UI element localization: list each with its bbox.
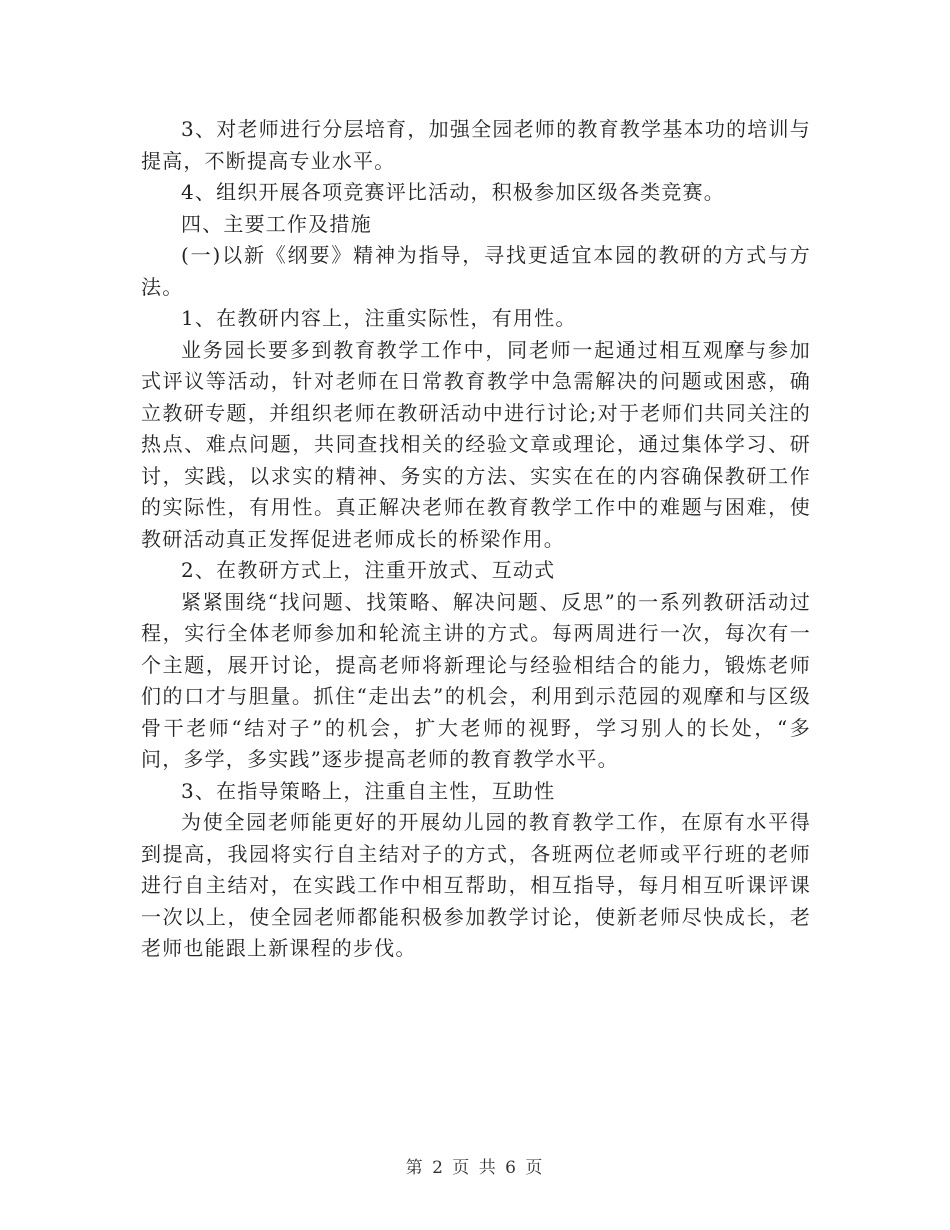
paragraph-strategy-detail: 为使全园老师能更好的开展幼儿园的教育教学工作，在原有水平得到提高，我园将实行自主结对子的方式，各班两位老师或平行班的老师进行自主结对，在实践工作中相互帮助，相互指导，每月相互听课评课一次以上，使全园老师都能积极参加教学讨论，使新老师尽快成长，老老师也能跟上新课程的步伐。 — [141, 810, 811, 960]
point-heading-content: 1、在教研内容上，注重实际性，有用性。 — [181, 306, 577, 330]
section-heading-main-work: 四、主要工作及措施 — [181, 211, 372, 236]
page-footer — [0, 1153, 950, 1178]
point-heading-strategy: 3、在指导策略上，注重自主性，互助性 — [181, 778, 556, 803]
paragraph-item-4-competition: 4、组织开展各项竞赛评比活动，积极参加区级各类竞赛。 — [181, 180, 725, 204]
page-number-label: 第 2 页 共 6 页 — [405, 1158, 545, 1178]
paragraph-item-3-training: 3、对老师进行分层培育，加强全园老师的教育教学基本功的培训与提高，不断提高专业水平。 — [141, 117, 811, 173]
subsection-heading-guideline: (一)以新《纲要》精神为指导，寻找更适宜本园的教研的方式与方法。 — [141, 243, 811, 299]
document-body — [141, 114, 811, 965]
paragraph-method-detail: 紧紧围绕“找问题、找策略、解决问题、反思”的一系列教研活动过程，实行全体老师参加和轮流主讲的方式。每两周进行一次，每次有一个主题，展开讨论，提高老师将新理论与经验相结合的能力，锻炼老师们的口才与胆量。抓住“走出去”的机会，利用到示范园的观摩和与区级骨干老师“结对子”的机会，扩大老师的视野，学习别人的长处，“多问，多学，多实践”逐步提高老师的教育教学水平。 — [141, 589, 811, 771]
paragraph-content-detail: 业务园长要多到教育教学工作中，同老师一起通过相互观摩与参加式评议等活动，针对老师在日常教育教学中急需解决的问题或困惑，确立教研专题，并组织老师在教研活动中进行讨论;对于老师们共同关注的热点、难点问题，共同查找相关的经验文章或理论，通过集体学习、研讨，实践，以求实的精神、务实的方法、实实在在的内容确保教研工作的实际性，有用性。真正解决老师在教育教学工作中的难题与困难，使教研活动真正发挥促进老师成长的桥梁作用。 — [141, 337, 811, 551]
point-heading-method: 2、在教研方式上，注重开放式、互动式 — [181, 558, 556, 582]
